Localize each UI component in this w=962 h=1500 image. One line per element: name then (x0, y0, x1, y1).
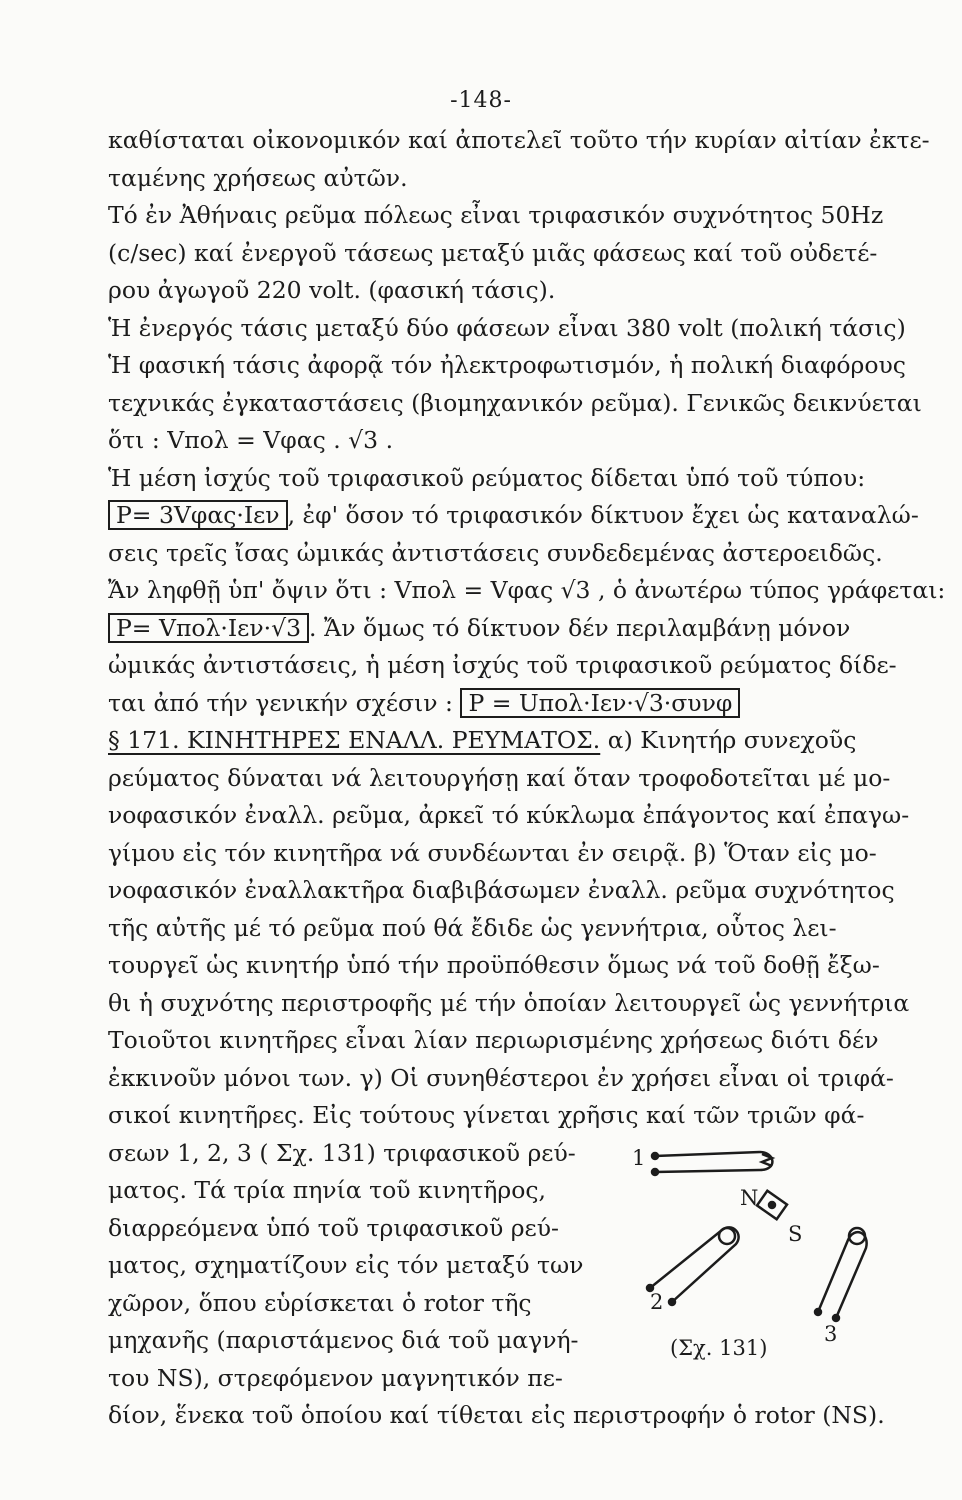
text-line: σεων 1, 2, 3 ( Σχ. 131) τριφασικοῦ ρεύ- (108, 1138, 576, 1167)
text-line: ματος, σχηματίζουν εἰς τόν μεταξύ των (108, 1251, 584, 1279)
text-line: ὠμικάς ἀντιστάσεις, ἡ μέση ἰσχύς τοῦ τριφασικοῦ ρεύματος δίδε- (108, 651, 897, 679)
text-line: ρεύματος δύναται νά λειτουργήσῃ καί ὅταν τροφοδοτεῖται μέ μο- (108, 763, 891, 792)
text-line: ματος. Τά τρία πηνία τοῦ κινητῆρος, (108, 1176, 546, 1204)
coil-diagram (610, 1130, 940, 1390)
text-line: μηχανῆς (παριστάμενος διά τοῦ μαγνή- (108, 1326, 579, 1354)
section-heading-line (108, 722, 958, 760)
text-line: γίμου εἰς τόν κινητῆρα νά συνδέωνται ἐν σειρᾷ. β) Ὅταν εἰς μο- (108, 838, 877, 867)
text-line: δίον, ἕνεκα τοῦ ὁποίου καί τίθεται εἰς περιστροφήν ὁ rotor (NS). (108, 1401, 885, 1429)
rotor-drawing (757, 1191, 787, 1220)
formula-box-power-general: P = Uπολ·Iεν·√3·συνφ (460, 688, 740, 718)
text-line: τουργεῖ ὡς κινητήρ ὑπό τήν προϋπόθεσιν ὅμως νά τοῦ δοθῇ ἔξω- (108, 951, 880, 979)
text-line: (c/sec) καί ἐνεργοῦ τάσεως μεταξύ μιᾶς φάσεως καί τοῦ οὐδετέ- (108, 238, 878, 267)
text-fragment: , ἐφ' ὅσον τό τριφασικόν δίκτυον ἔχει ὡς καταναλώ- (287, 501, 919, 529)
text-line: Τοιοῦτοι κινητῆρες εἶναι λίαν περιωρισμένης χρήσεως διότι δέν (108, 1026, 879, 1054)
label-phase-2: 2 (650, 1290, 664, 1314)
label-south: S (788, 1222, 803, 1246)
text-line: ταμένης χρήσεως αὐτῶν. (108, 163, 408, 192)
text-line: χῶρον, ὅπου εὑρίσκεται ὁ rotor τῆς (108, 1288, 532, 1317)
text-line: ἐκκινοῦν μόνοι των. γ) Οἱ συνηθέστεροι ἐν χρήσει εἶναι οἱ τριφά- (108, 1063, 894, 1092)
text-line: τῆς αὐτῆς μέ τό ρεῦμα πού θά ἔδιδε ὡς γεννήτρια, οὗτος λει- (108, 913, 837, 942)
text-line: ὅτι : Vπολ = Vφας . √3 . (108, 426, 394, 454)
text-line: τεχνικάς ἐγκαταστάσεις (βιομηχανικόν ρεῦμα). Γενικῶς δεικνύεται (108, 388, 922, 417)
text-line: σεις τρεῖς ἴσας ὠμικάς ἀντιστάσεις συνδεδεμένας ἀστεροειδῶς. (108, 538, 883, 567)
page-number: -148- (450, 88, 512, 113)
text-line: Ἡ μέση ἰσχύς τοῦ τριφασικοῦ ρεύματος δίδεται ὑπό τοῦ τύπου: (108, 463, 866, 492)
formula-box-power-phase: P= 3Vφας·Iεν (108, 500, 288, 530)
formula-line-3 (108, 685, 958, 723)
label-north: N (740, 1186, 759, 1210)
text-line: καθίσταται οἰκονομικόν καί ἀποτελεῖ τοῦτο τήν κυρίαν αἰτίαν ἐκτε- (108, 126, 930, 154)
text-line: Ἄν ληφθῇ ὑπ' ὄψιν ὅτι : Vπολ = Vφας √3 , ὁ ἀνωτέρω τύπος γράφεται: (108, 576, 946, 604)
formula-line-2 (108, 610, 958, 648)
formula-line-1 (108, 497, 958, 535)
text-line: του NS), στρεφόμενον μαγνητικόν πε- (108, 1363, 563, 1392)
label-phase-1: 1 (632, 1146, 646, 1170)
text-line: ρου ἀγωγοῦ 220 volt. (φασική τάσις). (108, 276, 556, 304)
text-line: Ἡ φασική τάσις ἀφορᾷ τόν ἠλεκτροφωτισμόν, ἡ πολική διαφόρους (108, 351, 906, 379)
text-line: σικοί κινητῆρες. Εἰς τούτους γίνεται χρῆσις καί τῶν τριῶν φά- (108, 1101, 865, 1129)
text-line: νοφασικόν ἐναλλακτῆρα διαβιβάσωμεν ἐναλλ. ρεῦμα συχνότητος (108, 876, 895, 904)
text-line: θι ἡ συχνότης περιστροφῆς μέ τήν ὁποίαν λειτουργεῖ ὡς γεννήτρια (108, 988, 910, 1017)
text-fragment: . Ἄν ὅμως τό δίκτυον δέν περιλαμβάνῃ μόνον (309, 613, 851, 642)
coil-3-drawing (815, 1228, 867, 1321)
text-fragment: α) Κινητήρ συνεχοῦς (607, 726, 857, 754)
coil-1-drawing (652, 1152, 772, 1175)
label-phase-3: 3 (824, 1322, 838, 1346)
text-fragment: ται ἀπό τήν γενικήν σχέσιν : (108, 688, 453, 717)
section-title: § 171. ΚΙΝΗΤΗΡΕΣ ΕΝΑΛΛ. ΡΕΥΜΑΤΟΣ. (108, 726, 601, 754)
text-line: Ἡ ἐνεργός τάσις μεταξύ δύο φάσεων εἶναι 380 volt (πολική τάσις) (108, 313, 906, 342)
text-line: νοφασικόν ἐναλλ. ρεῦμα, ἀρκεῖ τό κύκλωμα ἐπάγοντος καί ἐπαγω- (108, 801, 910, 829)
figure-131-three-phase-motor (610, 1130, 940, 1390)
text-line: Τό ἐν Ἀθήναις ρεῦμα πόλεως εἶναι τριφασικόν συχνότητος 50Hz (108, 201, 884, 229)
formula-box-power-polar: P= Vπολ·Iεν·√3 (108, 613, 309, 643)
text-line: διαρρεόμενα ὑπό τοῦ τριφασικοῦ ρεύ- (108, 1213, 559, 1242)
figure-caption: (Σχ. 131) (670, 1336, 768, 1360)
